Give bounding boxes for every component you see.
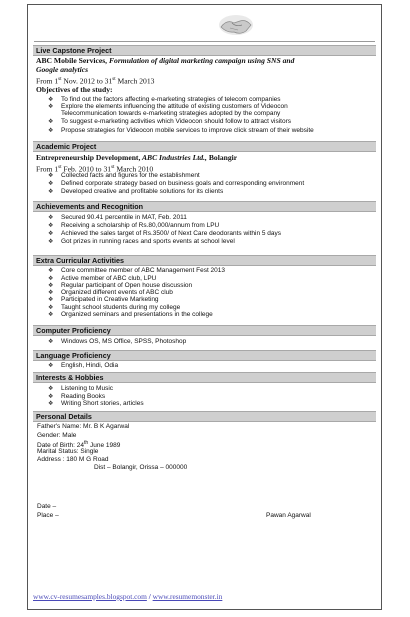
bullet-icon: ❖ [48,297,54,303]
bullet-icon: ❖ [48,283,54,289]
bullet-icon: ❖ [48,119,54,125]
list-item: ❖ Active member of ABC club, LPU [48,275,157,282]
academic-project-title: Entrepreneurship Development, ABC Industries Ltd., Bolangir [36,153,238,162]
bullet-icon: ❖ [48,386,54,392]
section-personal-heading: Personal Details [33,411,376,422]
list-item: ❖ Collected facts and figures for the establishment [48,172,200,179]
section-computer-heading: Computer Proficiency [33,325,376,336]
link-separator: / [146,592,153,601]
bullet-icon: ❖ [48,239,54,245]
handshake-logo [218,11,254,37]
bullet-icon: ❖ [48,181,54,187]
capstone-title-cont: Google analytics [36,65,89,74]
list-item: ❖ Developed creative and profitable solutions for its clients [48,188,224,195]
gender: Gender: Male [37,432,77,439]
father-name: Father's Name: Mr. B K Agarwal [37,423,130,430]
bullet-icon: ❖ [48,189,54,195]
list-item: ❖ Regular participant of Open house discussion [48,282,193,289]
resume-page [27,4,382,610]
list-item: ❖ To suggest e-marketing activities which Videocon should follow to attract visitors [48,118,292,125]
list-item: ❖ English, Hindi, Odia [48,362,119,369]
list-item: ❖ Writing Short stories, articles [48,400,144,407]
capstone-company: ABC Mobile Services, [36,56,108,65]
list-item: ❖ Receiving a scholarship of Rs.80,000/annum from LPU [48,222,220,229]
bullet-icon: ❖ [48,363,54,369]
list-item: ❖ Organized seminars and presentations in the college [48,311,213,318]
academic-dates: From 1st Feb. 2010 to 31st March 2010 [36,164,154,174]
footer-links [33,592,222,601]
signature-name: Pawan Agarwal [266,512,311,519]
list-item-cont: Telecommunication towards e-marketing strategies adopted by the company [61,110,281,117]
capstone-title: Formulation of digital marketing campaign using SNS and [108,56,295,65]
capstone-dates: From 1st Nov. 2012 to 31st March 2013 [36,76,155,86]
bullet-icon: ❖ [48,231,54,237]
section-academic-heading: Academic Project [33,141,376,152]
link-resumemonster[interactable]: www.resumemonster.in [152,592,223,601]
section-extra-heading: Extra Curricular Activities [33,255,376,266]
bullet-icon: ❖ [48,276,54,282]
date-of-birth: Date of Birth: 24th June 1989 [37,440,121,450]
list-item: ❖ Propose strategies for Videocon mobile services to improve click stream of their website [48,127,314,134]
bullet-icon: ❖ [48,401,54,407]
section-language-heading: Language Proficiency [33,350,376,361]
address: Address : 180 M G Road [37,456,109,463]
list-item: ❖ Achieved the sales target of Rs.3500/ of Next Care deodorants within 5 days [48,230,282,237]
list-item: ❖ Organized different events of ABC club [48,289,173,296]
list-item: ❖ Defined corporate strategy based on business goals and corresponding environment [48,180,305,187]
list-item: ❖ Windows OS, MS Office, SPSS, Photoshop [48,338,187,345]
list-item: ❖ Got prizes in running races and sports events at school level [48,238,235,245]
bullet-icon: ❖ [48,268,54,274]
bullet-icon: ❖ [48,223,54,229]
list-item: ❖ Secured 90.41 percentile in MAT, Feb. 2011 [48,214,187,221]
marital-status: Marital Status: Single [37,448,99,455]
section-capstone-heading: Live Capstone Project [33,45,376,56]
bullet-icon: ❖ [48,215,54,221]
header-divider [34,41,375,42]
place-label: Place – [37,512,59,519]
bullet-icon: ❖ [48,312,54,318]
bullet-icon: ❖ [48,305,54,311]
bullet-icon: ❖ [48,394,54,400]
bullet-icon: ❖ [48,128,54,134]
section-achievements-heading: Achievements and Recognition [33,201,376,212]
list-item: ❖ Participated in Creative Marketing [48,296,159,303]
list-item: ❖ To find out the factors affecting e-marketing strategies of telecom companies [48,96,281,103]
bullet-icon: ❖ [48,173,54,179]
bullet-icon: ❖ [48,97,54,103]
link-cv-resumesamples[interactable]: www.cv-resumesamples.blogspot.com [33,592,147,601]
date-label: Date – [37,503,57,510]
capstone-objectives-label: Objectives of the study: [36,85,113,94]
address-cont: Dist – Bolangir, Orissa – 000000 [94,464,188,471]
section-interests-heading: Interests & Hobbies [33,372,376,383]
list-item: ❖ Taught school students during my college [48,304,181,311]
bullet-icon: ❖ [48,290,54,296]
capstone-project-title [36,56,375,65]
list-item: ❖ Explore the elements influencing the attitude of existing customers of Videocon [48,103,288,110]
bullet-icon: ❖ [48,104,54,110]
list-item: ❖ Core committee member of ABC Management Fest 2013 [48,267,226,274]
list-item: ❖ Listening to Music [48,385,114,392]
list-item: ❖ Reading Books [48,393,106,400]
bullet-icon: ❖ [48,339,54,345]
